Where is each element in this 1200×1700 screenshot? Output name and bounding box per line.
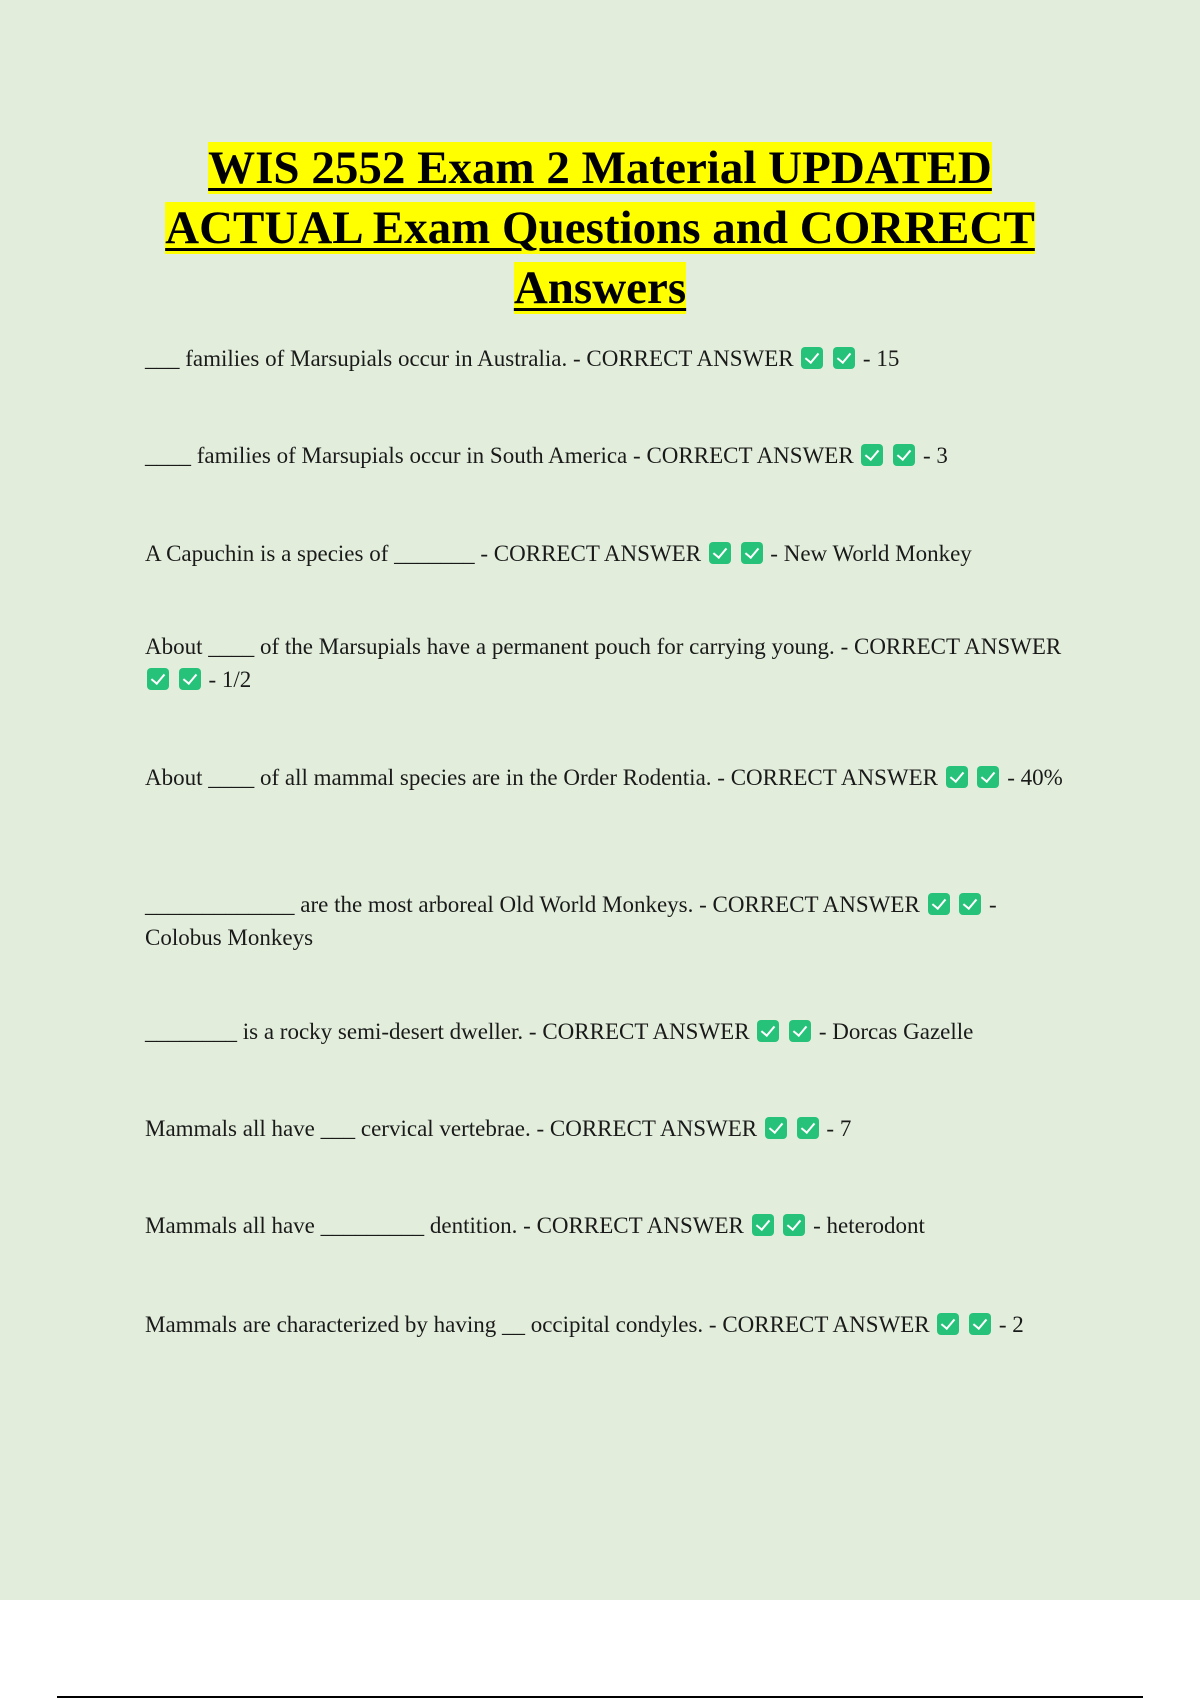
question-text: ___ families of Marsupials occur in Australia. (145, 346, 568, 371)
answer-label: CORRECT ANSWER (712, 892, 920, 917)
title-line-3: Answers (513, 262, 687, 314)
separator: - (857, 346, 877, 371)
footer-divider (57, 1696, 1143, 1698)
document-title (100, 138, 1100, 318)
question-text: Mammals are characterized by having __ occipital condyles. (145, 1312, 704, 1337)
answer-label: CORRECT ANSWER (646, 443, 854, 468)
separator: - (1001, 765, 1021, 790)
separator: - (627, 443, 647, 468)
separator: - (993, 1312, 1013, 1337)
answer-text: 7 (839, 1116, 852, 1141)
answer-text: heterodont (826, 1213, 925, 1238)
question-text: Mammals all have ___ cervical vertebrae. (145, 1116, 531, 1141)
question-text: About ____ of all mammal species are in the Order Rodentia. (145, 765, 712, 790)
check-mark-icon (959, 893, 981, 915)
check-mark-icon (147, 668, 169, 690)
separator: - (474, 541, 494, 566)
answer-text: 2 (1012, 1312, 1024, 1337)
answer-label: CORRECT ANSWER (493, 541, 702, 566)
title-line-2: ACTUAL Exam Questions and CORRECT (165, 202, 1035, 254)
separator: - (711, 765, 731, 790)
separator: - (693, 892, 713, 917)
separator: - (820, 1116, 840, 1141)
answer-label: CORRECT ANSWER (853, 634, 1062, 659)
question-text: _____________ are the most arboreal Old World Monkeys. (145, 892, 694, 917)
separator: - (764, 541, 784, 566)
check-mark-icon (928, 893, 950, 915)
check-mark-icon (969, 1313, 991, 1335)
check-mark-icon (977, 766, 999, 788)
check-mark-icon (937, 1313, 959, 1335)
separator: - (983, 892, 997, 917)
answer-label: CORRECT ANSWER (542, 1019, 750, 1044)
check-mark-icon (741, 542, 763, 564)
check-mark-icon (893, 444, 915, 466)
check-mark-icon (861, 444, 883, 466)
answer-text: 40% (1020, 765, 1063, 790)
check-mark-icon (833, 347, 855, 369)
qa-item (145, 1308, 1065, 1341)
check-mark-icon (752, 1214, 774, 1236)
separator: - (703, 1312, 723, 1337)
question-text: ____ families of Marsupials occur in South America (145, 443, 628, 468)
check-mark-icon (757, 1020, 779, 1042)
answer-label: CORRECT ANSWER (730, 765, 938, 790)
answer-text: 3 (936, 443, 948, 468)
answer-label: CORRECT ANSWER (536, 1213, 744, 1238)
separator: - (517, 1213, 537, 1238)
check-mark-icon (797, 1117, 819, 1139)
question-text: ________ is a rocky semi-desert dweller. (145, 1019, 524, 1044)
separator: - (917, 443, 937, 468)
separator: - (530, 1116, 550, 1141)
qa-item (145, 888, 1065, 954)
separator: - (523, 1019, 543, 1044)
answer-label: CORRECT ANSWER (722, 1312, 930, 1337)
qa-item (145, 1015, 1065, 1048)
check-mark-icon (765, 1117, 787, 1139)
separator: - (202, 667, 222, 692)
answer-text: New World Monkey (783, 541, 972, 566)
title-line-1: WIS 2552 Exam 2 Material UPDATED (208, 142, 992, 194)
answer-text: Dorcas Gazelle (832, 1019, 974, 1044)
answer-text: Colobus Monkeys (145, 925, 314, 950)
answer-text: 1/2 (221, 667, 252, 692)
answer-text: 15 (876, 346, 900, 371)
question-text: About ____ of the Marsupials have a permanent pouch for carrying young. (145, 634, 835, 659)
question-text: A Capuchin is a species of _______ (145, 541, 475, 566)
check-mark-icon (783, 1214, 805, 1236)
answer-label: CORRECT ANSWER (586, 346, 794, 371)
separator: - (807, 1213, 827, 1238)
check-mark-icon (789, 1020, 811, 1042)
question-text: Mammals all have _________ dentition. (145, 1213, 518, 1238)
qa-item (145, 761, 1065, 794)
qa-item (145, 630, 1065, 696)
answer-label: CORRECT ANSWER (549, 1116, 758, 1141)
check-mark-icon (946, 766, 968, 788)
qa-item (145, 1209, 1065, 1242)
qa-item (145, 1112, 1065, 1145)
check-mark-icon (179, 668, 201, 690)
qa-item (145, 537, 1065, 570)
separator: - (813, 1019, 833, 1044)
qa-item (145, 439, 1065, 472)
check-mark-icon (801, 347, 823, 369)
separator: - (567, 346, 587, 371)
separator: - (834, 634, 854, 659)
check-mark-icon (709, 542, 731, 564)
qa-item (145, 342, 1065, 375)
